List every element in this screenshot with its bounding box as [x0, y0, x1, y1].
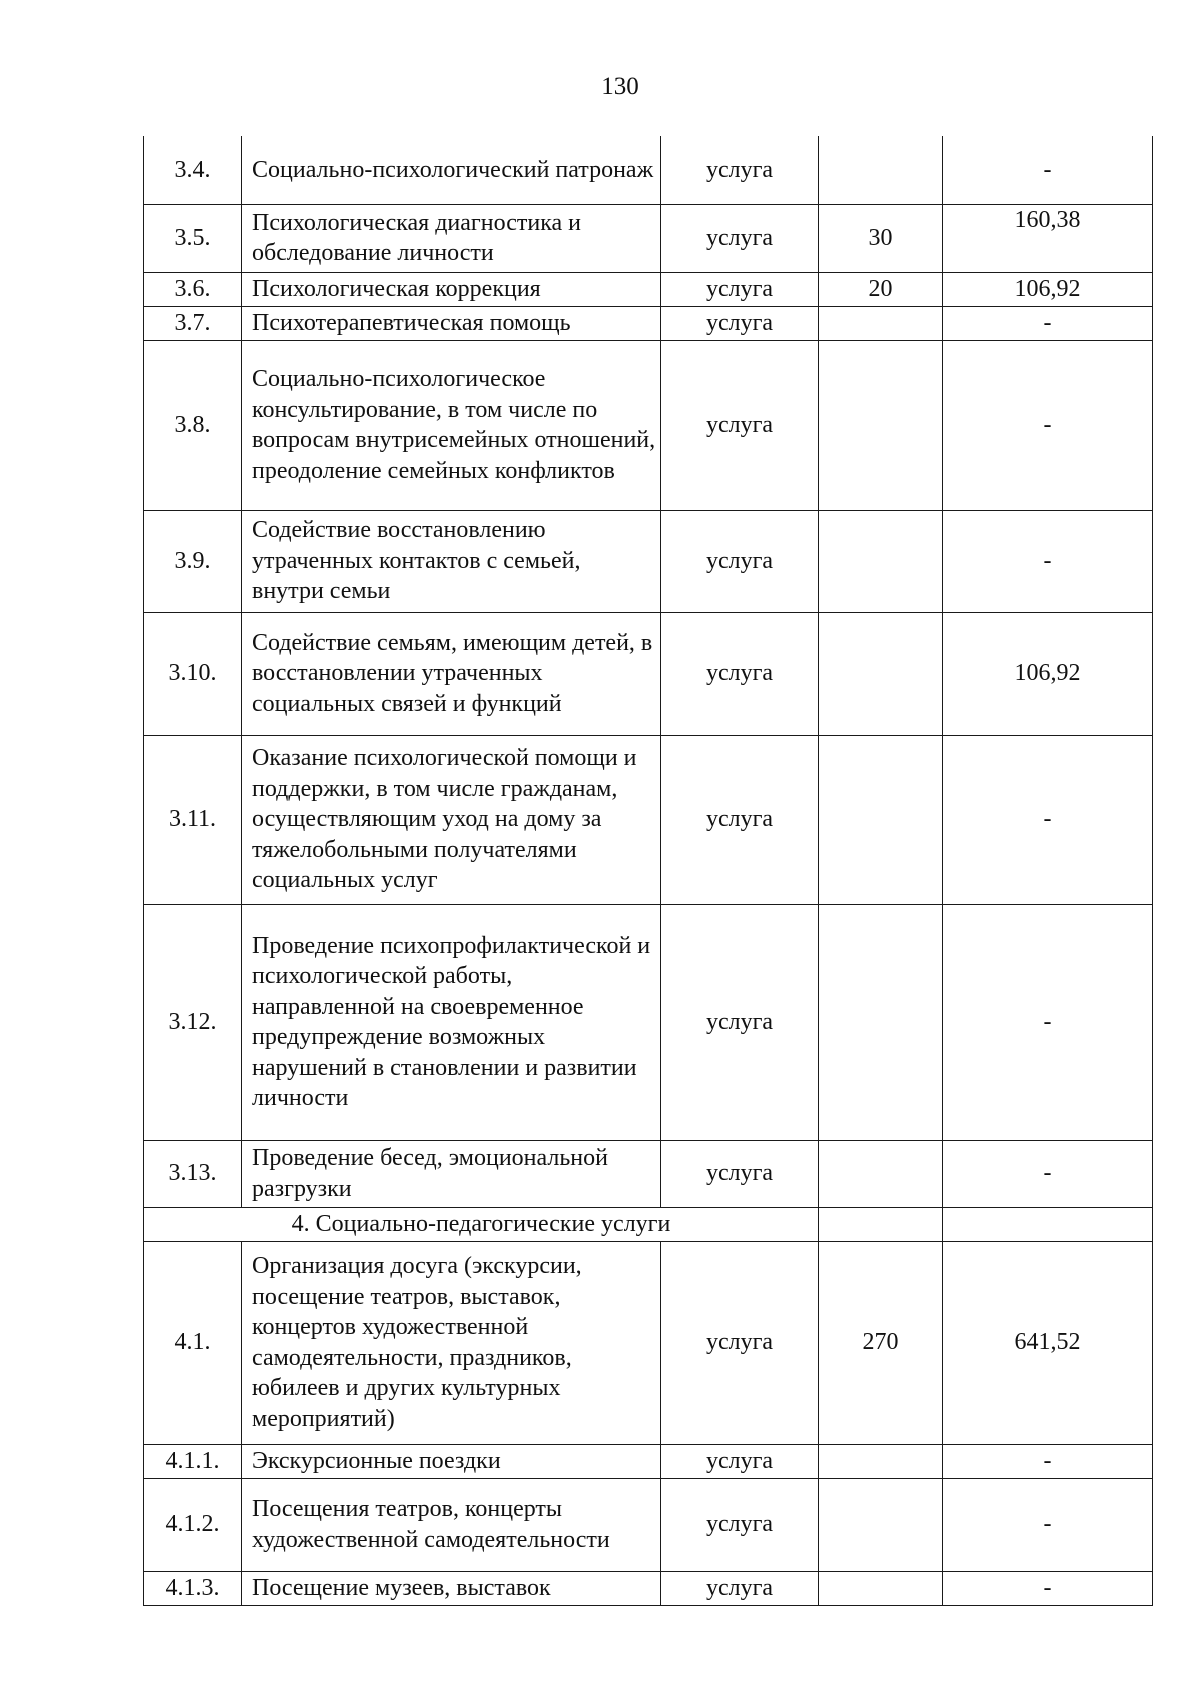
unit-of-measure-cell: услуга [661, 735, 819, 904]
service-name-cell: Социально-психологический патронаж [242, 136, 661, 204]
unit-of-measure-cell: услуга [661, 1571, 819, 1605]
page-number: 130 [601, 73, 639, 100]
service-name-cell: Посещения театров, концерты художественной самодеятельности [242, 1478, 661, 1571]
table-row [144, 612, 1153, 735]
table-row [144, 1444, 1153, 1478]
unit-of-measure-cell: услуга [661, 1140, 819, 1207]
price-cell: 160,38 [943, 204, 1153, 272]
price-cell: - [943, 306, 1153, 340]
quantity-cell [819, 1478, 943, 1571]
service-name-cell: Экскурсионные поездки [242, 1444, 661, 1478]
quantity-cell [819, 136, 943, 204]
unit-of-measure-cell: услуга [661, 1444, 819, 1478]
service-name-cell: Посещение музеев, выставок [242, 1571, 661, 1605]
row-number-cell: 3.10. [144, 612, 242, 735]
price-cell: - [943, 1140, 1153, 1207]
table-row [144, 1140, 1153, 1207]
quantity-cell: 30 [819, 204, 943, 272]
unit-of-measure-cell: услуга [661, 904, 819, 1140]
row-number-cell: 3.13. [144, 1140, 242, 1207]
service-name-cell: Социально-психологическое консультирование, в том числе по вопросам внутрисемейных отношений, преодоление семейных конфликтов [242, 340, 661, 510]
unit-of-measure-cell: услуга [661, 1241, 819, 1444]
price-cell: - [943, 136, 1153, 204]
row-number-cell: 3.8. [144, 340, 242, 510]
price-cell: - [943, 904, 1153, 1140]
service-name-cell: Психотерапевтическая помощь [242, 306, 661, 340]
section-title: 4. Социально-педагогические услуги [144, 1207, 819, 1241]
unit-of-measure-cell: услуга [661, 272, 819, 306]
table-row [144, 136, 1153, 204]
service-name-cell: Психологическая коррекция [242, 272, 661, 306]
price-cell: 106,92 [943, 612, 1153, 735]
row-number-cell: 4.1. [144, 1241, 242, 1444]
table-row [144, 1478, 1153, 1571]
quantity-cell [819, 1444, 943, 1478]
service-name-cell: Оказание психологической помощи и поддержки, в том числе гражданам, осуществляющим уход на дому за тяжелобольными получателями социальных услуг [242, 735, 661, 904]
price-cell: 106,92 [943, 272, 1153, 306]
unit-of-measure-cell: услуга [661, 612, 819, 735]
section-empty-qty [819, 1207, 943, 1241]
service-name-cell: Психологическая диагностика и обследование личности [242, 204, 661, 272]
row-number-cell: 3.5. [144, 204, 242, 272]
price-cell: 641,52 [943, 1241, 1153, 1444]
quantity-cell [819, 340, 943, 510]
unit-of-measure-cell: услуга [661, 306, 819, 340]
unit-of-measure-cell: услуга [661, 1478, 819, 1571]
row-number-cell: 4.1.3. [144, 1571, 242, 1605]
row-number-cell: 4.1.2. [144, 1478, 242, 1571]
row-number-cell: 3.12. [144, 904, 242, 1140]
row-number-cell: 3.4. [144, 136, 242, 204]
quantity-cell: 20 [819, 272, 943, 306]
quantity-cell [819, 735, 943, 904]
quantity-cell [819, 306, 943, 340]
price-cell: - [943, 510, 1153, 612]
service-name-cell: Содействие семьям, имеющим детей, в восстановлении утраченных социальных связей и функций [242, 612, 661, 735]
row-number-cell: 3.6. [144, 272, 242, 306]
quantity-cell: 270 [819, 1241, 943, 1444]
section-empty-price [943, 1207, 1153, 1241]
row-number-cell: 4.1.1. [144, 1444, 242, 1478]
unit-of-measure-cell: услуга [661, 340, 819, 510]
service-name-cell: Проведение психопрофилактической и психологической работы, направленной на своевременное предупреждение возможных нарушений в становлении и развитии личности [242, 904, 661, 1140]
table-row [144, 340, 1153, 510]
quantity-cell [819, 1571, 943, 1605]
table-row [144, 1571, 1153, 1605]
row-number-cell: 3.11. [144, 735, 242, 904]
quantity-cell [819, 904, 943, 1140]
services-table-body [144, 136, 1153, 1605]
table-row [144, 510, 1153, 612]
unit-of-measure-cell: услуга [661, 136, 819, 204]
service-name-cell: Содействие восстановлению утраченных контактов с семьей, внутри семьи [242, 510, 661, 612]
table-row [144, 904, 1153, 1140]
price-cell: - [943, 340, 1153, 510]
table-row [144, 204, 1153, 272]
quantity-cell [819, 1140, 943, 1207]
unit-of-measure-cell: услуга [661, 204, 819, 272]
service-name-cell: Организация досуга (экскурсии, посещение театров, выставок, концертов художественной самодеятельности, праздников, юбилеев и других культурных мероприятий) [242, 1241, 661, 1444]
table-row [144, 272, 1153, 306]
table-row [144, 306, 1153, 340]
price-cell: - [943, 1571, 1153, 1605]
table-row [144, 735, 1153, 904]
row-number-cell: 3.9. [144, 510, 242, 612]
price-cell: - [943, 1444, 1153, 1478]
services-table [143, 136, 1153, 1606]
table-row [144, 1241, 1153, 1444]
service-name-cell: Проведение бесед, эмоциональной разгрузки [242, 1140, 661, 1207]
row-number-cell: 3.7. [144, 306, 242, 340]
quantity-cell [819, 612, 943, 735]
unit-of-measure-cell: услуга [661, 510, 819, 612]
price-cell: - [943, 735, 1153, 904]
quantity-cell [819, 510, 943, 612]
section-row [144, 1207, 1153, 1241]
price-cell: - [943, 1478, 1153, 1571]
